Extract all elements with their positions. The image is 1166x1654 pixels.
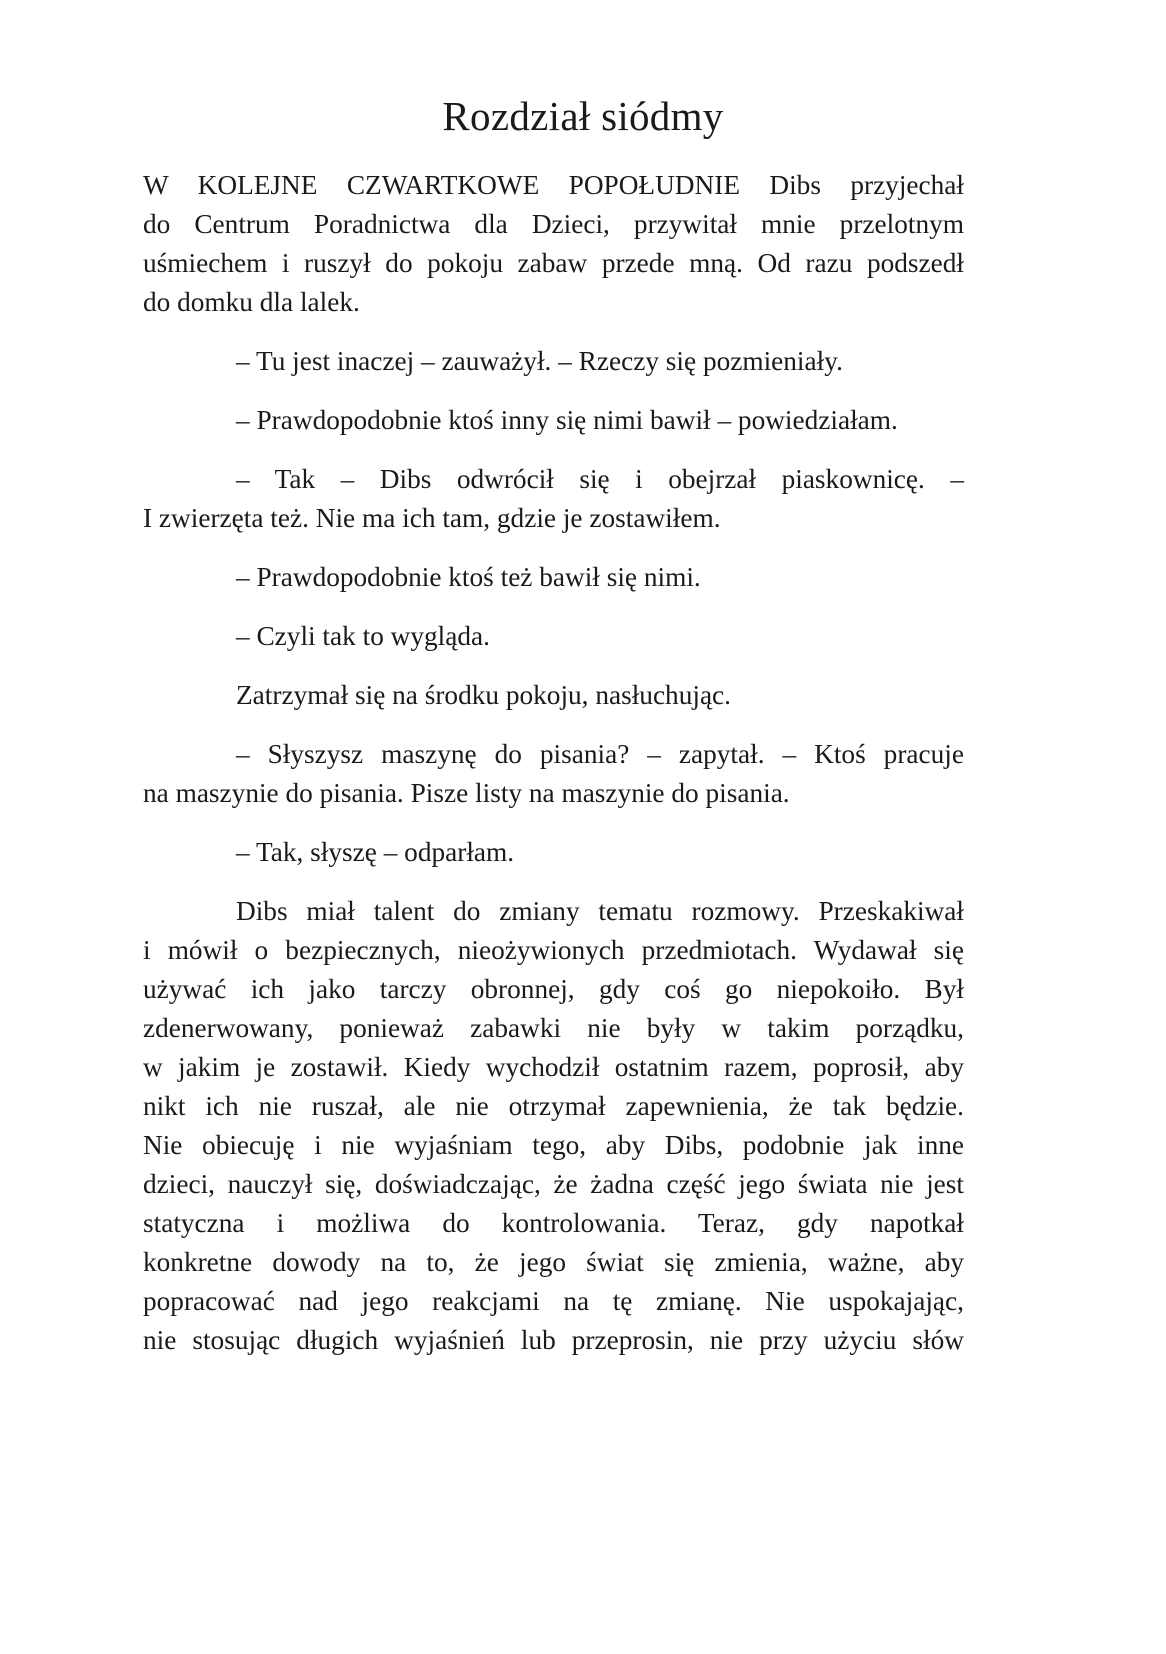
text-line: Zatrzymał się na środku pokoju, nasłuchując. [236, 680, 731, 710]
dialogue-paragraph [143, 833, 964, 872]
dialogue-paragraph [143, 460, 964, 538]
text-line: uśmiechem i ruszył do pokoju zabaw przede mną. Od razu podszedł [143, 248, 964, 278]
dialogue-paragraph [143, 401, 964, 440]
narrative-paragraph [143, 892, 964, 1360]
text-line: zdenerwowany, ponieważ zabawki nie były w takim porządku, [143, 1013, 964, 1043]
text-line: nie stosując długich wyjaśnień lub przeprosin, nie przy użyciu słów [143, 1325, 964, 1355]
text-line: – Prawdopodobnie ktoś inny się nimi bawił – powiedziałam. [236, 405, 898, 435]
text-line: i mówił o bezpiecznych, nieożywionych przedmiotach. Wydawał się [143, 935, 964, 965]
text-line: – Tak, słyszę – odparłam. [236, 837, 515, 867]
text-line: – Tak – Dibs odwrócił się i obejrzał piaskownicę. – [236, 464, 964, 494]
narrative-paragraph [143, 676, 964, 715]
text-line: – Prawdopodobnie ktoś też bawił się nimi. [236, 562, 701, 592]
text-line: statyczna i możliwa do kontrolowania. Teraz, gdy napotkał [143, 1208, 964, 1238]
text-line: konkretne dowody na to, że jego świat się zmienia, ważne, aby [143, 1247, 964, 1277]
text-line: – Tu jest inaczej – zauważył. – Rzeczy się pozmieniały. [236, 346, 843, 376]
text-line: do domku dla lalek. [143, 287, 360, 317]
text-line: dzieci, nauczył się, doświadczając, że żadna część jego świata nie jest [143, 1169, 964, 1199]
text-line: nikt ich nie ruszał, ale nie otrzymał zapewnienia, że tak będzie. [143, 1091, 964, 1121]
text-line: W KOLEJNE CZWARTKOWE POPOŁUDNIE Dibs przyjechał [143, 170, 964, 200]
dialogue-paragraph [143, 735, 964, 813]
dialogue-paragraph [143, 342, 964, 381]
chapter-title: Rozdział siódmy [442, 93, 724, 139]
text-line: w jakim je zostawił. Kiedy wychodził ostatnim razem, poprosił, aby [143, 1052, 964, 1082]
text-line: do Centrum Poradnictwa dla Dzieci, przywitał mnie przelotnym [143, 209, 964, 239]
text-line: I zwierzęta też. Nie ma ich tam, gdzie je zostawiłem. [143, 503, 721, 533]
text-line: – Słyszysz maszynę do pisania? – zapytał. – Ktoś pracuje [236, 739, 964, 769]
text-line: popracować nad jego reakcjami na tę zmianę. Nie uspokajając, [143, 1286, 964, 1316]
body-text [143, 166, 964, 1380]
text-line: – Czyli tak to wygląda. [236, 621, 490, 651]
text-line: Nie obiecuję i nie wyjaśniam tego, aby Dibs, podobnie jak inne [143, 1130, 964, 1160]
text-line: używać ich jako tarczy obronnej, gdy coś go niepokoiło. Był [143, 974, 964, 1004]
paragraph-opening [143, 166, 964, 322]
text-line: na maszynie do pisania. Pisze listy na maszynie do pisania. [143, 778, 790, 808]
dialogue-paragraph [143, 558, 964, 597]
text-line: Dibs miał talent do zmiany tematu rozmowy. Przeskakiwał [236, 896, 964, 926]
dialogue-paragraph [143, 617, 964, 656]
